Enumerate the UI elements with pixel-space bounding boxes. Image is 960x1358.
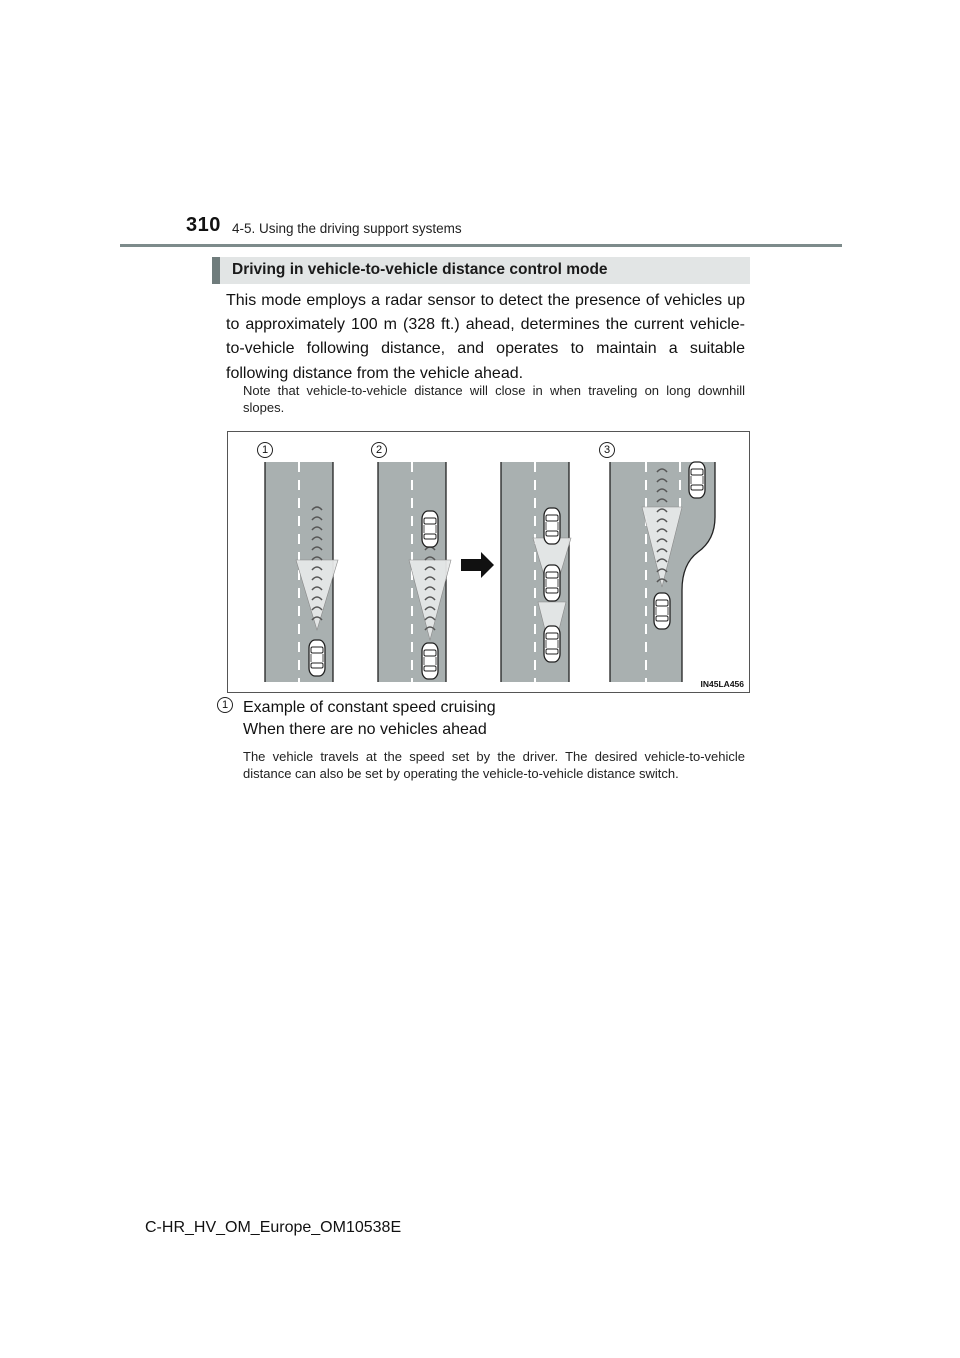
transition-arrow: [461, 552, 494, 578]
figure-label-2: 2: [371, 442, 387, 458]
radar-illustration: [227, 431, 750, 693]
road-2: [378, 462, 451, 682]
page-number: 310: [186, 214, 221, 236]
own-vehicle-2: [422, 643, 438, 679]
own-vehicle-1: [309, 640, 325, 676]
road-1: [265, 462, 338, 682]
item-title: Example of constant speed cruising: [243, 699, 496, 716]
figure-label-1: 1: [257, 442, 273, 458]
own-vehicle-4: [654, 593, 670, 629]
body-paragraph: This mode employs a radar sensor to detect the presence of vehicles up to approximately 100 m (328 ft.) ahead, determines the current vehicle-to-vehicle following distance, and operates to maintain a suitable following distance from the vehicle ahead.: [226, 292, 745, 382]
illustration-canvas: [228, 432, 751, 694]
subheading-text: Driving in vehicle-to-vehicle distance control mode: [232, 261, 608, 278]
figure-code: IN45LA456: [700, 679, 744, 689]
figure-label-3: 3: [599, 442, 615, 458]
vehicle-middle-3: [544, 565, 560, 601]
item-subtitle: When there are no vehicles ahead: [243, 721, 487, 738]
vehicle-other-lane-4: [689, 462, 705, 498]
note-text: Note that vehicle-to-vehicle distance will close in when traveling on long downhill slopes.: [243, 383, 745, 415]
vehicle-ahead-2: [422, 511, 438, 547]
road-3: [501, 462, 571, 682]
section-title: 4-5. Using the driving support systems: [232, 221, 462, 236]
footer-doc-id: C-HR_HV_OM_Europe_OM10538E: [145, 1219, 402, 1236]
own-vehicle-3: [544, 626, 560, 662]
item-number-badge: 1: [217, 697, 233, 713]
item-description: The vehicle travels at the speed set by the driver. The desired vehicle-to-vehicle distance can also be set by operating the vehicle-to-vehicle distance switch.: [243, 749, 745, 781]
vehicle-ahead-3a: [544, 508, 560, 544]
header-rule: [120, 244, 842, 247]
road-4: [610, 462, 715, 682]
subheading-bar: [212, 257, 750, 284]
